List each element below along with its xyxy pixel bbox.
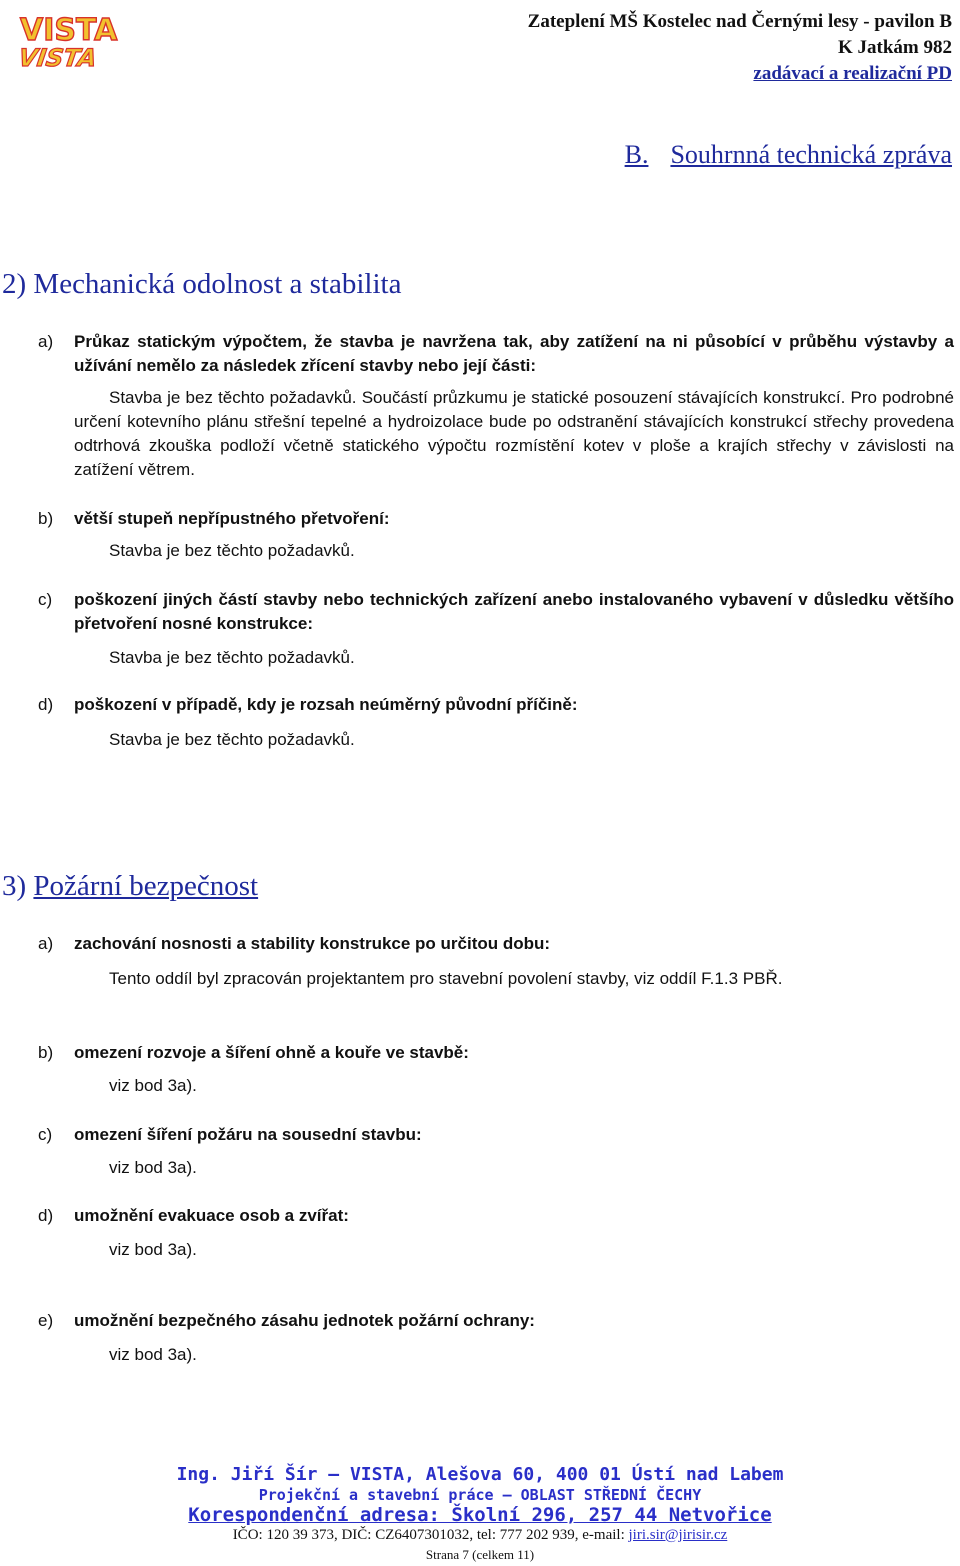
email-link[interactable]: jiri.sir@jirisir.cz — [628, 1527, 728, 1543]
item-body: viz bod 3a). — [109, 1158, 197, 1177]
project-stage: zadávací a realizační PD — [753, 63, 952, 84]
item-label: e) — [38, 1311, 54, 1330]
item-heading: Průkaz statickým výpočtem, že stavba je navržena tak, aby zatížení na ni působící v průběhu výstavby a užívání nemělo za následek zřícení stavby nebo její části: — [74, 332, 954, 375]
item-heading: zachování nosnosti a stability konstrukce po určitou dobu: — [74, 934, 551, 953]
item-body: Tento oddíl byl zpracován projektantem pro stavební povolení stavby, viz oddíl F.1.3 PBŘ. — [109, 969, 783, 988]
item-heading: umožnění evakuace osob a zvířat: — [74, 1206, 349, 1225]
item-body: Stavba je bez těchto požadavků. — [109, 541, 355, 560]
item-label: c) — [38, 590, 53, 609]
item-body: Stavba je bez těchto požadavků. — [109, 730, 355, 749]
item-label: b) — [38, 1043, 54, 1062]
footer-author: Ing. Jiří Šír – VISTA, Alešova 60, 400 01 Ústí nad Labem — [176, 1464, 784, 1485]
logo-text: VISTA — [20, 13, 118, 48]
logo-text-small: VISTA — [16, 44, 99, 72]
document-title — [625, 140, 952, 170]
page-number: Strana 7 (celkem 11) — [425, 1547, 535, 1562]
item-heading: omezení rozvoje a šíření ohně a kouře ve stavbě: — [74, 1043, 469, 1062]
item-label: b) — [38, 509, 54, 528]
item-heading: poškození jiných částí stavby nebo technických zařízení anebo instalovaného vybavení v důsledku většího přetvoření nosné konstrukce: — [74, 590, 954, 633]
item-heading: omezení šíření požáru na sousední stavbu: — [74, 1125, 422, 1144]
document-title-text: Souhrnná technická zpráva — [670, 140, 952, 169]
item-label: d) — [38, 1206, 54, 1225]
item-label: a) — [38, 934, 54, 953]
item-label: c) — [38, 1125, 53, 1144]
footer-services: Projekční a stavební práce – OBLAST STŘEDNÍ ČECHY — [258, 1486, 702, 1504]
document-letter: B. — [624, 140, 649, 169]
item-body: viz bod 3a). — [109, 1345, 197, 1364]
item-label: a) — [38, 332, 54, 351]
section-title: Požární bezpečnost — [33, 870, 259, 902]
item-label: d) — [38, 695, 54, 714]
footer-address: Korespondenční adresa: Školní 296, 257 44 Netvořice — [188, 1504, 772, 1526]
item-body: Stavba je bez těchto požadavků. — [109, 648, 355, 667]
project-address: K Jatkám 982 — [838, 37, 952, 58]
item-body: viz bod 3a). — [109, 1240, 197, 1259]
item-body-text: Stavba je bez těchto požadavků. Součástí průzkumu je statické posouzení stávajících konstrukcí. Pro podrobné určení kotevního plánu střešní tepelné a hydroizolace bude po odstranění stávajících konstrukcí střechy provedena odtrhová zkouška podloží včetně statického výpočtu rozmístění kotev v ploše a krajích střechy v závislosti na zatížení větrem. — [74, 388, 954, 479]
section-heading: 2) Mechanická odolnost a stabilita — [2, 268, 402, 300]
footer-ids: IČO: 120 39 373, DIČ: CZ6407301032, tel: 777 202 939, e-mail: — [232, 1527, 629, 1543]
footer-contacts — [0, 1527, 960, 1544]
vista-logo — [16, 6, 118, 74]
item-body: viz bod 3a). — [109, 1076, 197, 1095]
project-title: Zateplení MŠ Kostelec nad Černými lesy - pavilon B — [527, 11, 952, 32]
section-number: 3) — [2, 870, 27, 902]
item-heading: umožnění bezpečného zásahu jednotek požární ochrany: — [74, 1311, 535, 1330]
item-heading: větší stupeň nepřípustného přetvoření: — [74, 509, 390, 528]
section-heading — [2, 870, 258, 903]
item-heading: poškození v případě, kdy je rozsah neúměrný původní příčině: — [74, 695, 578, 714]
